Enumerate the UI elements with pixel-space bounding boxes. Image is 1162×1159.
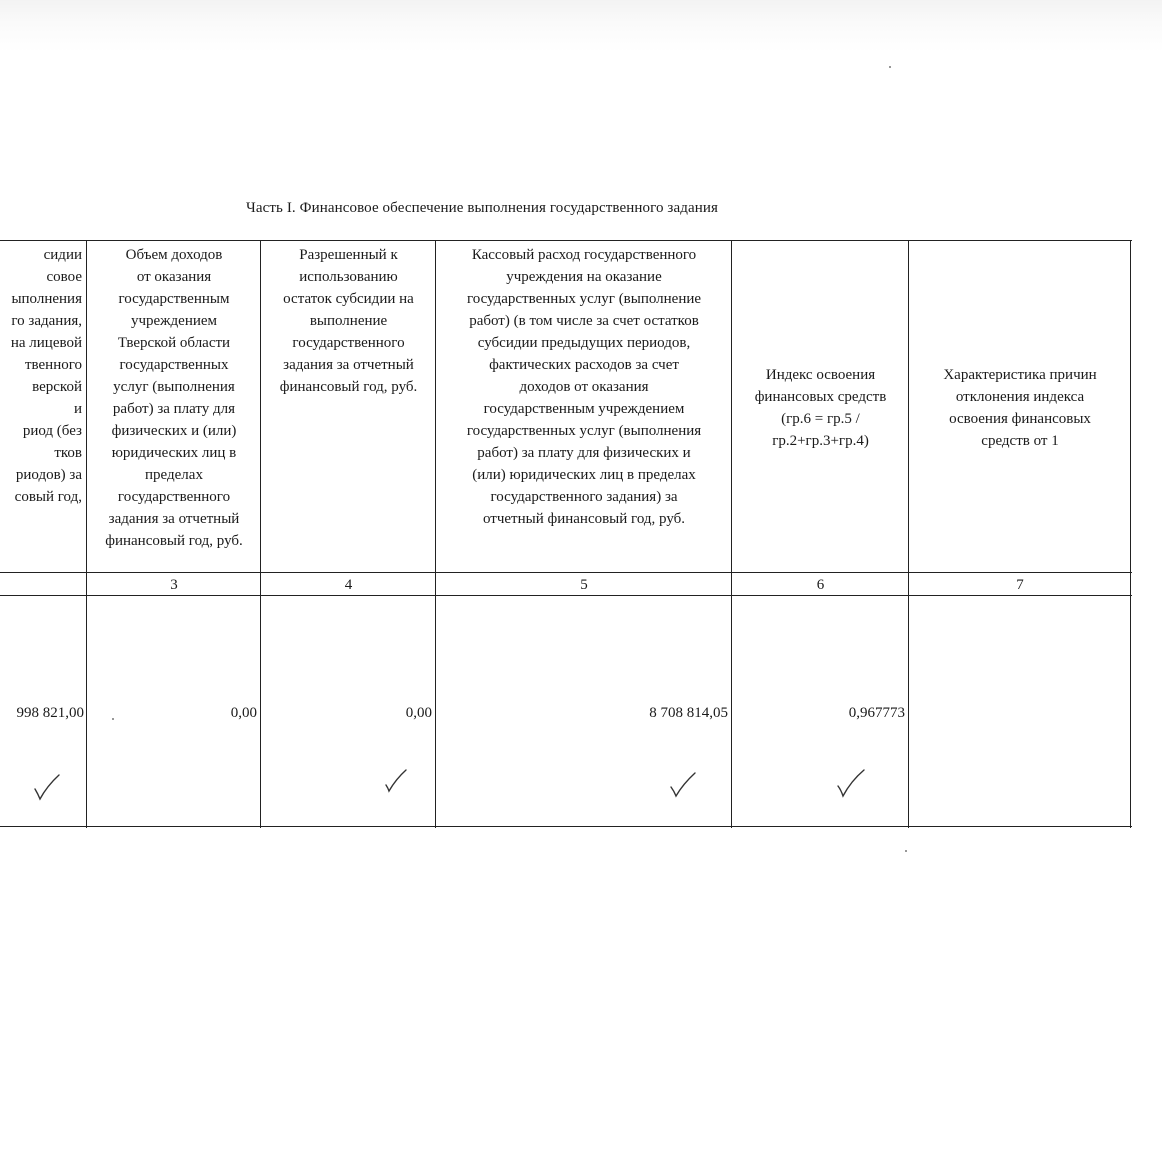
column-number-6: 6 <box>816 577 825 593</box>
check-mark-icon <box>668 770 698 800</box>
value-income-volume: 0,00 <box>230 705 257 721</box>
column-number-4: 4 <box>344 577 353 593</box>
scan-speck <box>889 66 891 68</box>
header-cash-expense: Кассовый расход государственного учреждения на оказание государственных услуг (выполнение работ) (в том числе за счет остатков субсидии предыдущих периодов, фактических расходов за счет доходов от оказания государственным учреждением государственных услуг (выполнения работ) за плату для физических и (или) юридических лиц в пределах государственного задания) за отчетный финансовый год, руб. <box>466 247 702 527</box>
section-title: Часть I. Финансовое обеспечение выполнения государственного задания <box>246 200 718 216</box>
check-mark-icon <box>32 772 62 802</box>
header-subsidy-amount: сидии совое ыполнения го задания, на лицевой твенного верской и риод (без тков риодов) за совый год, <box>10 247 82 505</box>
value-cash-expense: 8 708 814,05 <box>649 705 728 721</box>
header-bottom-rule <box>0 572 1132 573</box>
value-subsidy-amount: 998 821,00 <box>16 705 84 721</box>
column-number-5: 5 <box>580 577 588 593</box>
financial-table <box>0 240 1132 828</box>
value-funds-index: 0,967773 <box>848 705 905 721</box>
header-income-volume: Объем доходов от оказания государственным учреждением Тверской области государственных услуг (выполнения работ) за плату для физических и (или) юридических лиц в пределах государственного задания за отчетный финансовый год, руб. <box>105 247 243 549</box>
check-mark-icon <box>382 767 412 797</box>
column-number-7: 7 <box>1016 577 1024 593</box>
column-divider <box>731 240 732 828</box>
table-right-border <box>1130 240 1131 828</box>
scan-edge-shadow <box>0 0 1162 52</box>
check-mark-icon <box>836 768 866 798</box>
table-top-border <box>0 240 1132 241</box>
header-deviation-reasons: Характеристика причин отклонения индекса освоения финансовых средств от 1 <box>943 367 1097 449</box>
value-allowed-remainder: 0,00 <box>405 705 432 721</box>
column-divider <box>908 240 909 828</box>
column-numbers-bottom-rule <box>0 595 1132 596</box>
table-bottom-border <box>0 826 1132 827</box>
header-funds-index: Индекс освоения финансовых средств (гр.6 = гр.5 / гр.2+гр.3+гр.4) <box>754 367 887 449</box>
header-allowed-remainder: Разрешенный к использованию остаток субсидии на выполнение государственного задания за отчетный финансовый год, руб. <box>279 247 418 395</box>
column-number-3: 3 <box>170 577 178 593</box>
scan-speck <box>905 850 907 852</box>
